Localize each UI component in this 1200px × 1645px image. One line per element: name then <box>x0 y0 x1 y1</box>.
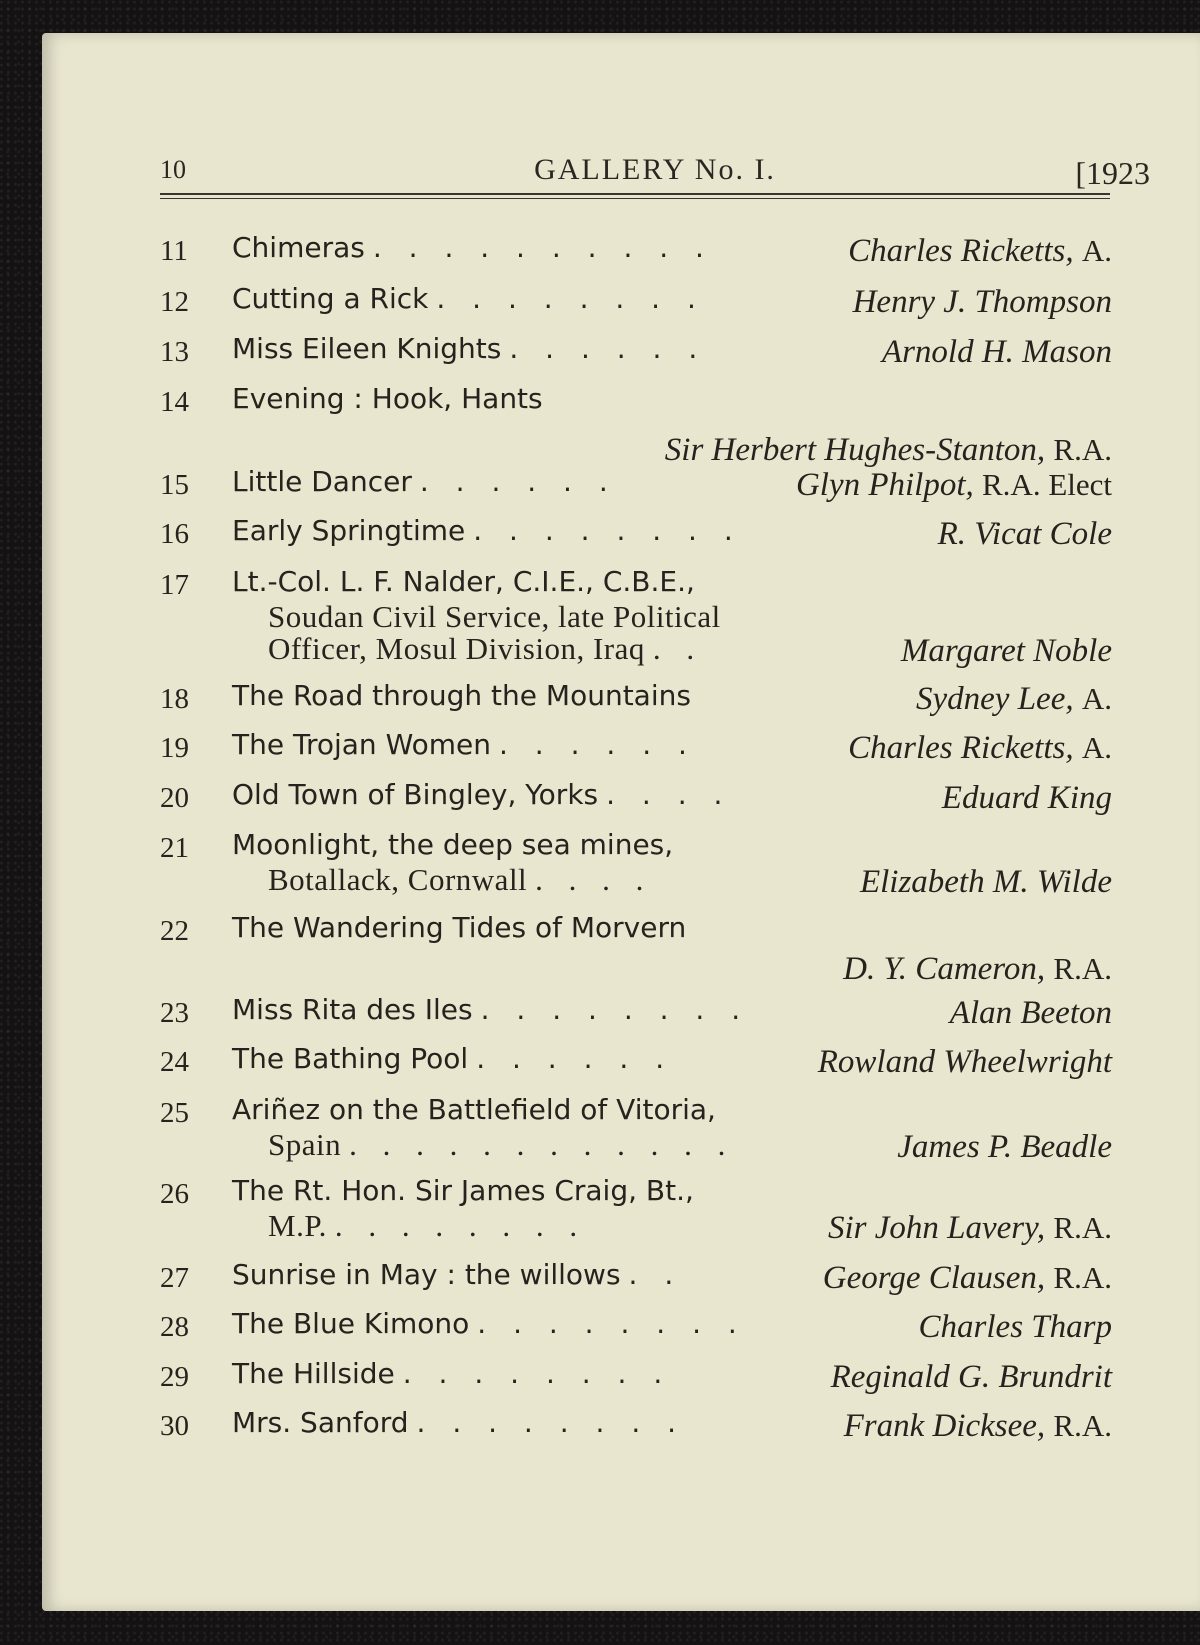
entry-artist: Elizabeth M. Wilde <box>859 864 1112 900</box>
entry-number: 15 <box>160 469 189 501</box>
entry-artist: Charles Ricketts, A. <box>848 233 1112 269</box>
entry-title: Sunrise in May : the willows . . <box>232 1258 683 1291</box>
leader-dots: . . . . . . <box>509 332 707 365</box>
entry-number: 27 <box>160 1262 189 1294</box>
entry-artist: D. Y. Cameron, R.A. <box>843 951 1112 987</box>
leader-dots <box>543 382 551 415</box>
entry-title: The Wandering Tides of Morvern <box>232 911 694 944</box>
entry-number: 17 <box>160 569 189 601</box>
entry-artist: Arnold H. Mason <box>881 334 1112 370</box>
entry-title: The Bathing Pool . . . . . . <box>232 1042 674 1075</box>
entry-number: 16 <box>160 518 189 550</box>
leader-dots: . . <box>628 1258 683 1291</box>
entry-artist: Charles Ricketts, A. <box>848 730 1112 766</box>
entry-artist: Reginald G. Brundrit <box>830 1359 1112 1395</box>
entry-title: Old Town of Bingley, Yorks . . . . <box>232 778 732 811</box>
entry-title: Miss Rita des Iles . . . . . . . . <box>232 993 750 1026</box>
artist-honour: A. <box>1081 233 1112 268</box>
leader-dots: . . . . . . . . . . . . <box>349 1127 735 1162</box>
leader-dots: . . . . . . <box>499 728 696 761</box>
entry-number: 21 <box>160 832 189 864</box>
entry-number: 12 <box>160 286 189 318</box>
entry-title: The Rt. Hon. Sir James Craig, Bt., <box>232 1174 694 1207</box>
leader-dots: . . . . . . . . <box>334 1208 587 1243</box>
entry-number: 25 <box>160 1097 189 1129</box>
entry-subtitle: Officer, Mosul Division, Iraq . . <box>268 631 704 666</box>
entry-title: Ariñez on the Battlefield of Vitoria, <box>232 1093 716 1126</box>
entry-number: 19 <box>160 732 189 764</box>
entry-title: Chimeras . . . . . . . . . . <box>232 231 713 264</box>
entry-list <box>42 33 1200 1611</box>
entry-title: The Hillside . . . . . . . . <box>232 1357 672 1390</box>
entry-artist: Sydney Lee, A. <box>916 681 1112 717</box>
entry-number: 26 <box>160 1178 189 1210</box>
entry-title: Mrs. Sanford . . . . . . . . <box>232 1406 686 1439</box>
entry-artist: Rowland Wheelwright <box>817 1044 1112 1080</box>
entry-artist: Eduard King <box>941 780 1112 816</box>
entry-subtitle: M.P. . . . . . . . . <box>268 1208 587 1243</box>
entry-artist: Frank Dicksee, R.A. <box>843 1408 1112 1444</box>
entry-subtitle: Soudan Civil Service, late Political <box>268 599 721 634</box>
entry-number: 30 <box>160 1410 189 1442</box>
entry-number: 13 <box>160 336 189 368</box>
leader-dots: . . <box>652 631 704 666</box>
entry-artist: George Clausen, R.A. <box>822 1260 1112 1296</box>
entry-title: Cutting a Rick . . . . . . . . <box>232 282 705 315</box>
entry-title: Little Dancer . . . . . . <box>232 465 617 498</box>
entry-title: Lt.-Col. L. F. Nalder, C.I.E., C.B.E., <box>232 565 695 598</box>
entry-artist: Alan Beeton <box>949 995 1112 1031</box>
leader-dots: . . . . . . . . <box>416 1406 686 1439</box>
entry-artist: Sir John Lavery, R.A. <box>827 1210 1112 1246</box>
entry-artist: James P. Beadle <box>897 1129 1112 1165</box>
leader-dots: . . . . . . <box>419 465 617 498</box>
entry-artist: Charles Tharp <box>918 1309 1112 1345</box>
entry-number: 11 <box>160 235 188 267</box>
entry-artist: R. Vicat Cole <box>937 516 1112 552</box>
artist-honour: A. <box>1081 730 1112 765</box>
entry-artist: Sir Herbert Hughes-Stanton, R.A. <box>664 432 1112 468</box>
page-number: 10 <box>160 155 186 184</box>
artist-honour: R.A. <box>1053 951 1112 986</box>
catalogue-page <box>42 33 1200 1611</box>
entry-subtitle: Botallack, Cornwall . . . . <box>268 862 653 897</box>
leader-dots: . . . . . . . . <box>402 1357 672 1390</box>
leader-dots <box>686 911 694 944</box>
entry-number: 24 <box>160 1046 189 1078</box>
entry-artist: Glyn Philpot, R.A. Elect <box>795 467 1112 503</box>
leader-dots: . . . . <box>606 778 732 811</box>
leader-dots <box>691 679 699 712</box>
artist-honour: R.A. <box>1053 1260 1112 1295</box>
entry-number: 14 <box>160 386 189 418</box>
year-mark: [1923 <box>1075 155 1150 191</box>
entry-title: The Road through the Mountains <box>232 679 699 712</box>
leader-dots: . . . . . . . . <box>473 514 742 547</box>
entry-title: Early Springtime . . . . . . . . <box>232 514 742 547</box>
leader-dots: . . . . . . <box>476 1042 674 1075</box>
artist-honour: R.A. Elect <box>982 467 1112 502</box>
entry-title: Miss Eileen Knights . . . . . . <box>232 332 707 365</box>
entry-number: 23 <box>160 997 189 1029</box>
leader-dots: . . . . <box>535 862 653 897</box>
entry-artist: Margaret Noble <box>900 633 1112 669</box>
leader-dots: . . . . . . . . . . <box>372 231 713 264</box>
entry-title: Moonlight, the deep sea mines, <box>232 828 674 861</box>
entry-title: The Blue Kimono . . . . . . . . <box>232 1307 746 1340</box>
leader-dots: . . . . . . . . <box>477 1307 746 1340</box>
artist-honour: R.A. <box>1053 1408 1112 1443</box>
entry-artist: Henry J. Thompson <box>852 284 1112 320</box>
entry-number: 22 <box>160 915 189 947</box>
page-title: GALLERY No. I. <box>534 153 776 186</box>
artist-honour: R.A. <box>1053 1210 1112 1245</box>
entry-title: The Trojan Women . . . . . . <box>232 728 696 761</box>
entry-number: 20 <box>160 782 189 814</box>
entry-subtitle: Spain . . . . . . . . . . . . <box>268 1127 735 1162</box>
leader-dots: . . . . . . . . <box>480 993 750 1026</box>
leader-dots: . . . . . . . . <box>436 282 705 315</box>
artist-honour: A. <box>1081 681 1112 716</box>
entry-number: 29 <box>160 1361 189 1393</box>
entry-title: Evening : Hook, Hants <box>232 382 551 415</box>
artist-honour: R.A. <box>1053 432 1112 467</box>
entry-number: 28 <box>160 1311 189 1343</box>
entry-number: 18 <box>160 683 189 715</box>
